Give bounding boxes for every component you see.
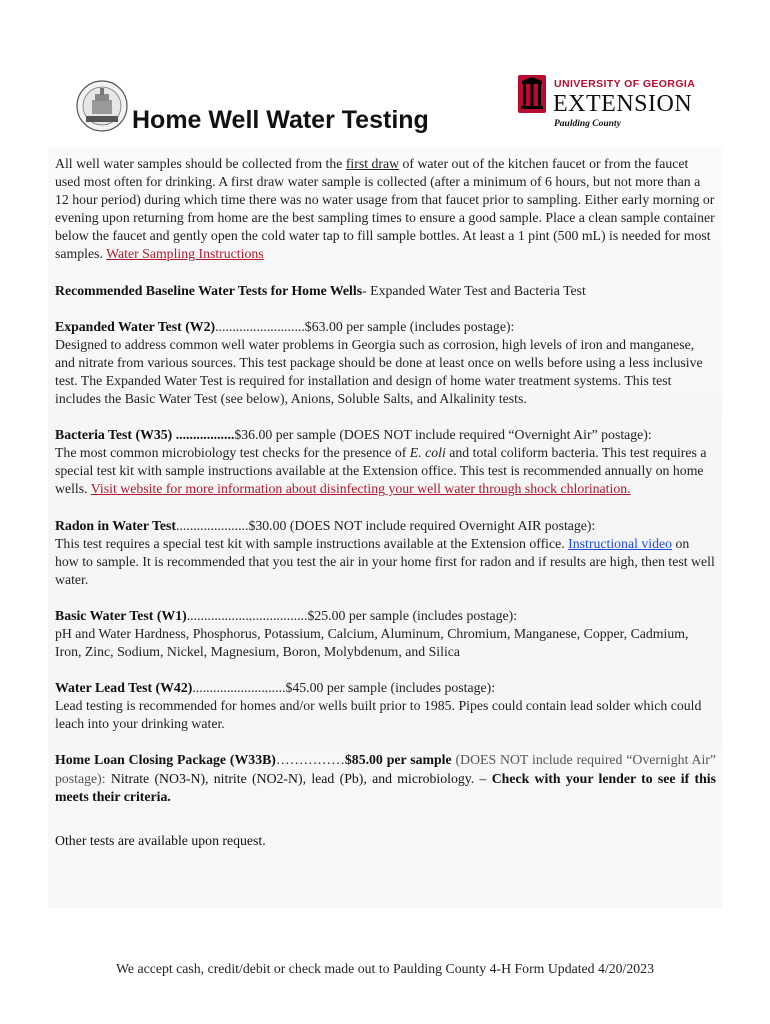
- loan-package-name: Home Loan Closing Package (W33B): [55, 752, 276, 768]
- bacteria-test-name: Bacteria Test (W35) .................: [55, 427, 235, 443]
- dot-leader: ..........................: [215, 318, 305, 334]
- bacteria-test-desc: [55, 444, 716, 498]
- dot-leader: ……………: [275, 752, 345, 768]
- basic-test-name: Basic Water Test (W1): [55, 607, 187, 623]
- water-sampling-instructions-link[interactable]: Water Sampling Instructions: [106, 246, 264, 262]
- radon-test-price: $30.00 (DOES NOT include required Overnight AIR postage):: [248, 517, 596, 533]
- uga-arch-icon: [517, 74, 547, 114]
- lead-test-name: Water Lead Test (W42): [55, 680, 193, 696]
- lead-test-price: $45.00 per sample (includes postage):: [285, 680, 496, 696]
- dot-leader: ...........................: [192, 680, 286, 696]
- basic-test-desc: pH and Water Hardness, Phosphorus, Potassium, Calcium, Aluminum, Chromium, Manganese, Copper, Cadmium, Iron, Zinc, Sodium, Nickel, Magnesium, Boron, Molybdenum, and Silica: [55, 625, 689, 660]
- loan-package-desc: Nitrate (NO3-N), nitrite (NO2-N), lead (Pb), and microbiology. –: [105, 770, 492, 786]
- first-draw-text: first draw: [345, 156, 400, 171]
- expanded-test-price: $63.00 per sample (includes postage):: [304, 318, 515, 334]
- intro-paragraph: [55, 155, 716, 264]
- extension-text: EXTENSION: [553, 91, 693, 117]
- loan-package-postage: (DOES NOT include required “Overnight Air” postage):: [55, 752, 716, 786]
- radon-test-name: Radon in Water Test: [55, 517, 177, 533]
- radon-test-heading: [55, 517, 716, 535]
- lead-test-desc: Lead testing is recommended for homes and/or wells built prior to 1985. Pipes could contain lead solder which could leach into your drinking water.: [55, 698, 702, 732]
- loan-package-paragraph: [55, 751, 716, 805]
- dot-leader: ...................................: [186, 607, 308, 623]
- bacteria-test-price: $36.00 per sample (DOES NOT include required “Overnight Air” postage):: [234, 427, 652, 443]
- county-text: Paulding County: [554, 119, 621, 129]
- basic-test-price: $25.00 per sample (includes postage):: [307, 607, 518, 623]
- radon-desc-cont: on how to sample. It is recommended that you test the air in your home first for radon and if results are high, then test well water.: [55, 535, 715, 587]
- document-body: [55, 155, 716, 850]
- page-title: Home Well Water Testing: [132, 106, 429, 134]
- expanded-test-desc: Designed to address common well water problems in Georgia such as corrosion, high levels of iron and manganese, and nitrate from various sources. This test package should be done at least once on wells before using a less inclusive test. The Expanded Water Test is required for installation and design of home water treatment systems. This test includes the Basic Water Test (see below), Anions, Soluble Salts, and Alkalinity tests.: [55, 336, 703, 407]
- lead-test-heading: [55, 679, 716, 697]
- uga-name-text: UNIVERSITY OF GEORGIA: [554, 78, 696, 90]
- shock-chlorination-link[interactable]: Visit website for more information about disinfecting your well water through shock chlorination.: [90, 481, 631, 497]
- bacteria-desc-text: The most common microbiology test checks for the presence of: [55, 445, 410, 461]
- bacteria-desc-cont: and total coliform bacteria. This test requires a special test kit with sample instructions available at the Extension office. This test is recommended annually on home wells.: [55, 445, 707, 497]
- basic-test-heading: [55, 607, 716, 625]
- other-tests-note: Other tests are available upon request.: [55, 832, 266, 848]
- recommended-bold: Recommended Baseline Water Tests for Home Wells: [55, 282, 363, 298]
- dot-leader: .....................: [176, 517, 249, 533]
- intro-text-cont: of water out of the kitchen faucet or from the faucet used most often for drinking. A first draw water sample is collected (after a minimum of 6 hours, but not more than a 12 hour period) during which time there was no water usage from that faucet prior to sampling. Either early morning or evening upon returning from home are the best sampling times to ensure a good sample. Place a clean sample container below the faucet and gently open the cold water tap to fill sample bottles. At least a 1 pint (500 mL) is needed for most samples.: [55, 156, 715, 262]
- radon-test-desc: [55, 535, 716, 589]
- recommended-heading: [55, 282, 716, 300]
- intro-text: All well water samples should be collected from the: [55, 156, 346, 171]
- radon-desc-text: This test requires a special test kit with sample instructions available at the Extension office.: [55, 535, 569, 551]
- county-seal-logo: [76, 80, 128, 132]
- bacteria-test-heading: [55, 426, 716, 444]
- uga-extension-logo: [517, 74, 702, 134]
- expanded-test-heading: [55, 318, 716, 336]
- recommended-rest: - Expanded Water Test and Bacteria Test: [362, 282, 586, 298]
- instructional-video-link[interactable]: Instructional video: [568, 535, 673, 551]
- ecoli-text: E. coli: [409, 445, 446, 461]
- lender-note: Check with your lender to see if this meets their criteria.: [55, 770, 716, 804]
- expanded-test-name: Expanded Water Test (W2): [55, 318, 216, 334]
- loan-package-price: $85.00 per sample: [344, 752, 456, 768]
- footer-note: We accept cash, credit/debit or check made out to Paulding County 4-H Form Updated 4/20/2023: [116, 961, 654, 976]
